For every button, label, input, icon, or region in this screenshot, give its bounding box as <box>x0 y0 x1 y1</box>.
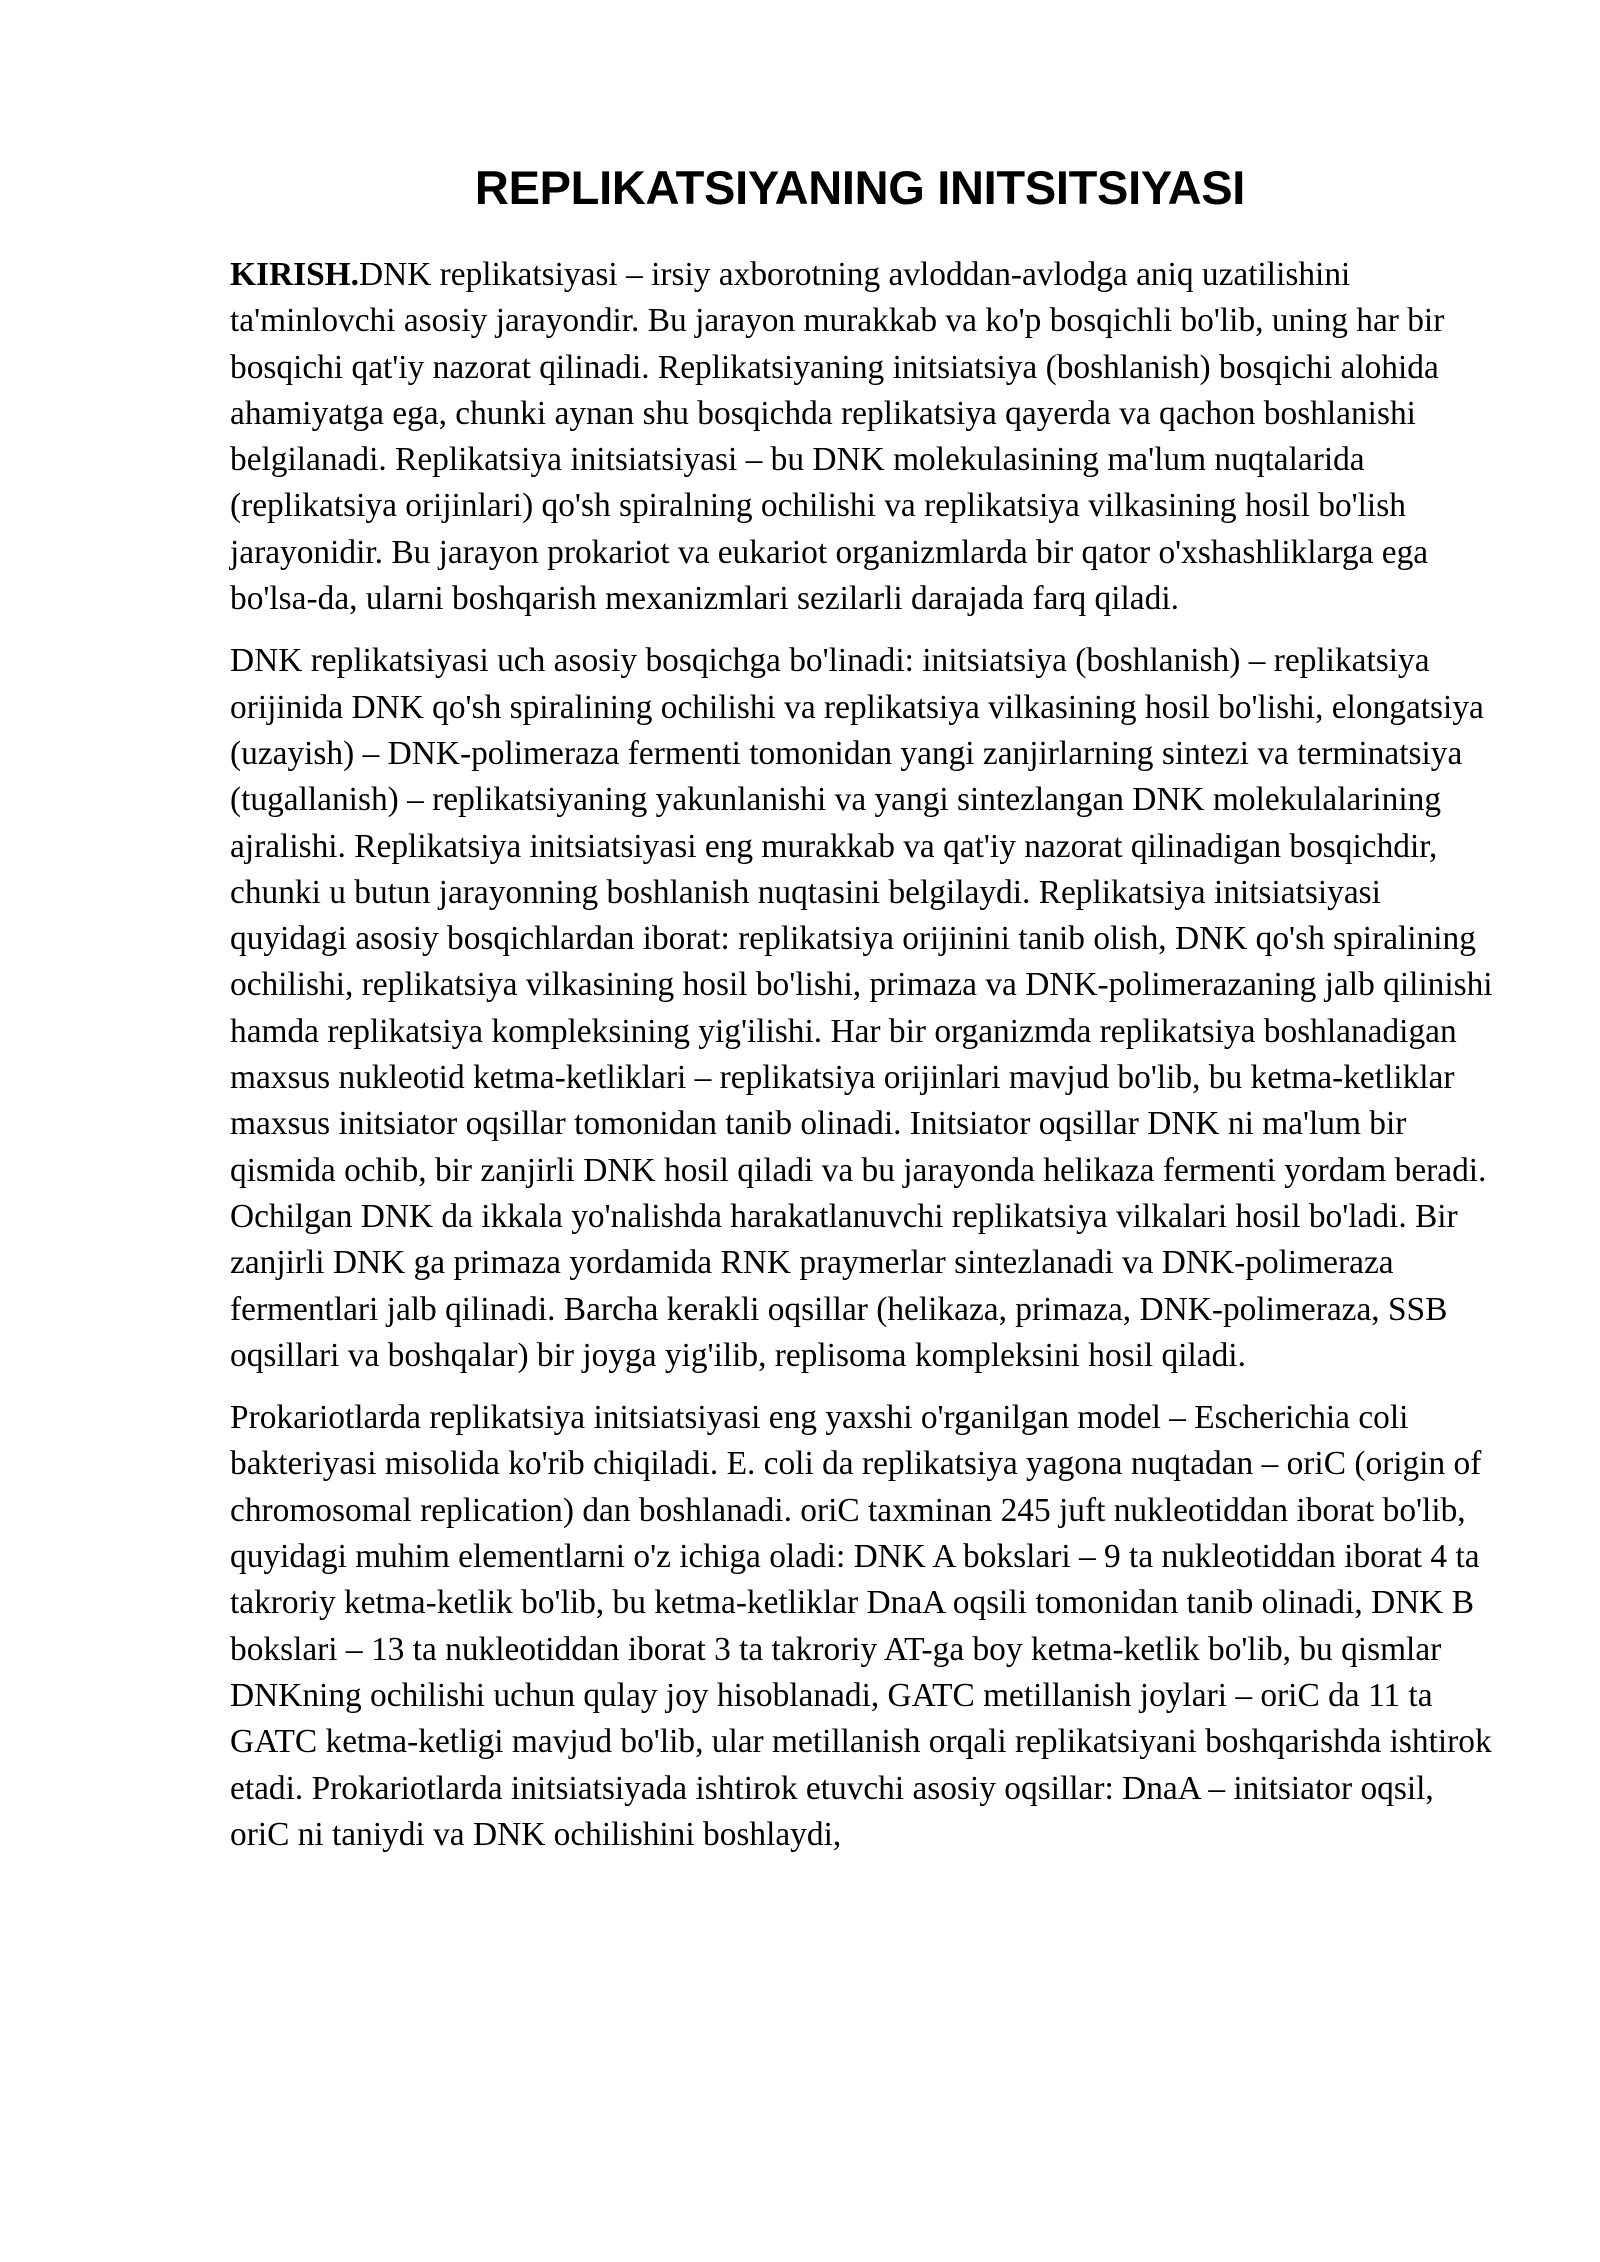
document-title: REPLIKATSIYANING INITSITSIYASI <box>474 161 1246 214</box>
paragraph: DNK replikatsiyasi uch asosiy bosqichga bo'linadi: initsiatsiya (boshlanish) – replikatsiya orijinida DNK qo'sh spiralining ochilishi va replikatsiya vilkasining hosil bo'lishi, elongatsiya (uzayish) – DNK-polimeraza fermenti tomonidan yangi zanjirlarning sintezi va terminatsiya (tugallanish) – replikatsiyaning yakunlanishi va yangi sintezlangan DNK molekulalarining ajralishi. Replikatsiya initsiatsiyasi eng murakkab va qat'iy nazorat qilinadigan bosqichdir, chunki u butun jarayonning boshlanish nuqtasini belgilaydi. Replikatsiya initsiatsiyasi quyidagi asosiy bosqichlardan iborat: replikatsiya orijinini tanib olish, DNK qo'sh spiralining ochilishi, replikatsiya vilkasining hosil bo'lishi, primaza va DNK-polimerazaning jalb qilinishi hamda replikatsiya kompleksining yig'ilishi. Har bir organizmda replikatsiya boshlanadigan maxsus nukleotid ketma-ketliklari – replikatsiya orijinlari mavjud bo'lib, bu ketma-ketliklar maxsus initsiator oqsillar tomonidan tanib olinadi. Initsiator oqsillar DNK ni ma'lum bir qismida ochib, bir zanjirli DNK hosil qiladi va bu jarayonda helikaza fermenti yordam beradi. Ochilgan DNK da ikkala yo'nalishda harakatlanuvchi replikatsiya vilkalari hosil bo'ladi. Bir zanjirli DNK ga primaza yordamida RNK praymerlar sintezlanadi va DNK-polimeraza fermentlari jalb qilinadi. Barcha kerakli oqsillar (helikaza, primaza, DNK-polimeraza, SSB oqsillari va boshqalar) bir joyga yig'ilib, replisoma kompleksini hosil qiladi. <box>230 642 1493 1374</box>
paragraph-intro <box>230 252 1500 622</box>
intro-lead: KIRISH. <box>230 256 359 293</box>
document-body <box>230 252 1500 1874</box>
paragraph-text: DNK replikatsiyasi – irsiy axborotning avloddan-avlodga aniq uzatilishini ta'minlovchi asosiy jarayondir. Bu jarayon murakkab va ko'p bosqichli bo'lib, uning har bir bosqichi qat'iy nazorat qilinadi. Replikatsiyaning initsiatsiya (boshlanish) bosqichi alohida ahamiyatga ega, chunki aynan shu bosqichda replikatsiya qayerda va qachon boshlanishi belgilanadi. Replikatsiya initsiatsiyasi – bu DNK molekulasining ma'lum nuqtalarida (replikatsiya orijinlari) qo'sh spiralning ochilishi va replikatsiya vilkasining hosil bo'lish jarayonidir. Bu jarayon prokariot va eukariot organizmlarda bir qator o'xshashliklarga ega bo'lsa-da, ularni boshqarish mexanizmlari sezilarli darajada farq qiladi. <box>230 256 1445 618</box>
paragraph: Prokariotlarda replikatsiya initsiatsiyasi eng yaxshi o'rganilgan model – Escherichia coli bakteriyasi misolida ko'rib chiqiladi. E. coli da replikatsiya yagona nuqtadan – oriC (origin of chromosomal replication) dan boshlanadi. oriC taxminan 245 juft nukleotiddan iborat bo'lib, quyidagi muhim elementlarni o'z ichiga oladi: DNK A bokslari – 9 ta nukleotiddan iborat 4 ta takroriy ketma-ketlik bo'lib, bu ketma-ketliklar DnaA oqsili tomonidan tanib olinadi, DNK B bokslari – 13 ta nukleotiddan iborat 3 ta takroriy AT-ga boy ketma-ketlik bo'lib, bu qismlar DNKning ochilishi uchun qulay joy hisoblanadi, GATC metillanish joylari – oriC da 11 ta GATC ketma-ketligi mavjud bo'lib, ular metillanish orqali replikatsiyani boshqarishda ishtirok etadi. Prokariotlarda initsiatsiyada ishtirok etuvchi asosiy oqsillar: DnaA – initsiator oqsil, oriC ni taniydi va DNK ochilishini boshlaydi, <box>230 1399 1492 1853</box>
